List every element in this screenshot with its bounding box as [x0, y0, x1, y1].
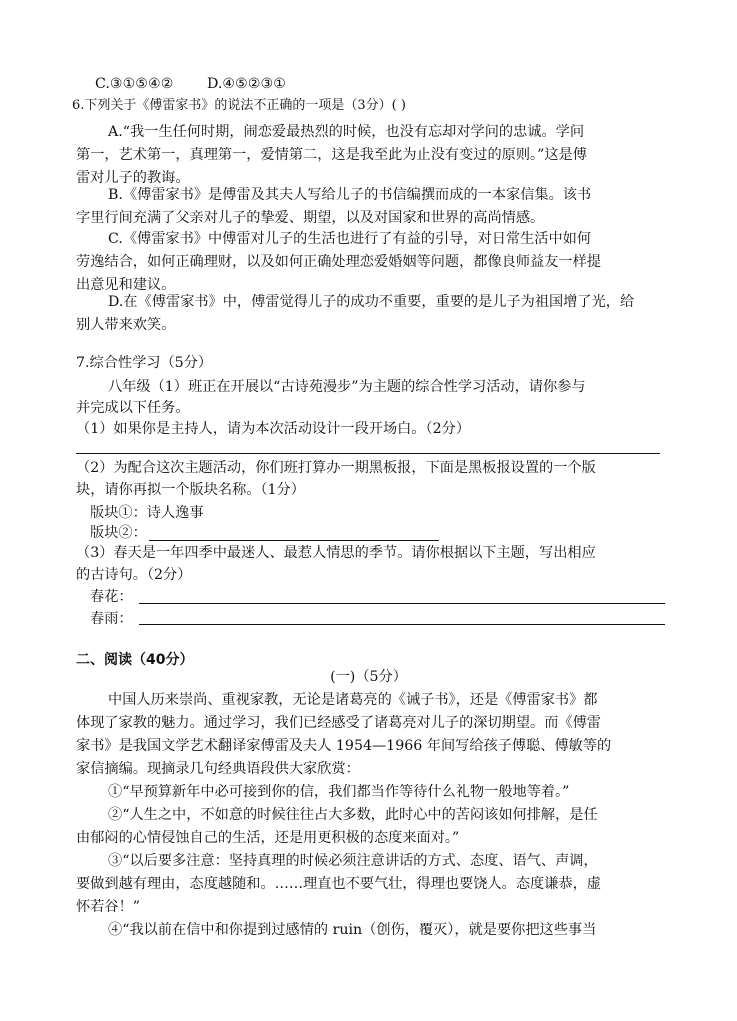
q6-option-a-line3: 雷对儿子的教诲。	[76, 170, 190, 186]
q6-option-b-line2: 字里行间充满了父亲对儿子的挚爱、期望，以及对国家和世界的高尚情感。	[76, 210, 545, 226]
q7-part-1: （1）如果你是主持人，请为本次活动设计一段开场白。（2分）	[76, 421, 471, 437]
q7-intro-line2: 并完成以下任务。	[76, 400, 190, 416]
spring-flower-label: 春花：	[90, 589, 133, 605]
answer-line-opening[interactable]	[76, 453, 660, 454]
q6-option-a-line2: 第一，艺术第一，真理第一，爱情第二，这是我至此为止没有变过的原则。”这是傅	[76, 147, 587, 163]
quote-2-line1: ②“人生之中，不如意的时候往往占大多数，此时心中的苦闷该如何排解，是任	[108, 807, 598, 823]
spring-rain-label: 春雨：	[90, 611, 133, 627]
q6-option-c-line1: C.《傅雷家书》中傅雷对儿子的生活也进行了有益的引导，对日常生活中如何	[108, 231, 592, 247]
section-2-heading: 二、阅读（40分）	[76, 652, 194, 668]
q7-part-2-line1: （2）为配合这次主题活动，你们班打算办一期黑板报，下面是黑板报设置的一个版	[76, 460, 596, 476]
quote-4-line1: ④“我以前在信中和你提到过感情的 ruin（创伤，覆灭），就是要你把这些事当	[108, 922, 597, 938]
q6-option-c-line3: 出意见和建议。	[76, 277, 176, 293]
quote-3-line3: 怀若谷！”	[76, 899, 141, 915]
q6-option-d-line2: 别人带来欢笑。	[76, 317, 176, 333]
quote-3-line2: 要做到越有理由，态度越随和。……理直也不要气壮，得理也要饶人。态度谦恭，虚	[76, 876, 601, 892]
reading-para-line1: 中国人历来崇尚、重视家教，无论是诸葛亮的《诫子书》，还是《傅雷家书》都	[108, 692, 598, 708]
q7-intro-line1: 八年级（1）班正在开展以“古诗苑漫步”为主题的综合性学习活动，请你参与	[108, 379, 586, 395]
reading-para-line3: 家书》是我国文学艺术翻译家傅雷及夫人 1954—1966 年间写给孩子傅聪、傅敏等的	[76, 738, 612, 754]
q6-option-b-line1: B.《傅雷家书》是傅雷及其夫人写给儿子的书信编撰而成的一本家信集。该书	[108, 187, 592, 203]
q6-option-c-line2: 劳逸结合，如何正确理财，以及如何正确处理恋爱婚姻等问题，都像良师益友一样提	[76, 254, 601, 270]
option-d: D.④⑤②③①	[207, 76, 286, 92]
answer-line-spring-rain[interactable]	[139, 624, 665, 625]
q7-part-3-line1: （3）春天是一年四季中最迷人、最惹人情思的季节。请你根据以下主题，写出相应	[76, 545, 596, 561]
block-1-label: 版块①：诗人逸事	[90, 505, 204, 521]
reading-para-line4: 家信摘编。现摘录几句经典语段供大家欣赏：	[76, 761, 360, 777]
quote-2-line2: 由郁闷的心情侵蚀自己的生活，还是用更积极的态度来面对。”	[76, 830, 460, 846]
question-7-title: 7.综合性学习（5分）	[76, 355, 213, 371]
option-c: C.③①⑤④②	[95, 76, 174, 92]
question-6-stem: 6.下列关于《傅雷家书》的说法不正确的一项是（3分）( )	[72, 98, 406, 113]
q6-option-a-line1: A.“我一生任何时期，闹恋爱最热烈的时候，也没有忘却对学问的忠诚。学问	[108, 124, 585, 140]
quote-3-line1: ③“以后要多注意：坚持真理的时候必须注意讲话的方式、态度、语气、声调，	[108, 853, 598, 869]
q6-option-d-line1: D.在《傅雷家书》中，傅雷觉得儿子的成功不重要，重要的是儿子为祖国增了光，给	[108, 294, 635, 310]
answer-line-spring-flower[interactable]	[139, 603, 665, 604]
q7-part-2-line2: 块，请你再拟一个版块名称。（1分）	[76, 482, 305, 498]
quote-1: ①“早预算新年中必可接到你的信，我们都当作等待什么礼物一般地等着。”	[108, 784, 570, 800]
block-2-label: 版块②：	[90, 525, 147, 541]
answer-line-block-2[interactable]	[149, 540, 439, 541]
section-2-subheading: (一)（5分）	[330, 669, 407, 685]
reading-para-line2: 体现了家教的魅力。通过学习，我们已经感受了诸葛亮对儿子的深切期望。而《傅雷	[76, 715, 601, 731]
q7-part-3-line2: 的古诗句。（2分）	[76, 567, 192, 583]
